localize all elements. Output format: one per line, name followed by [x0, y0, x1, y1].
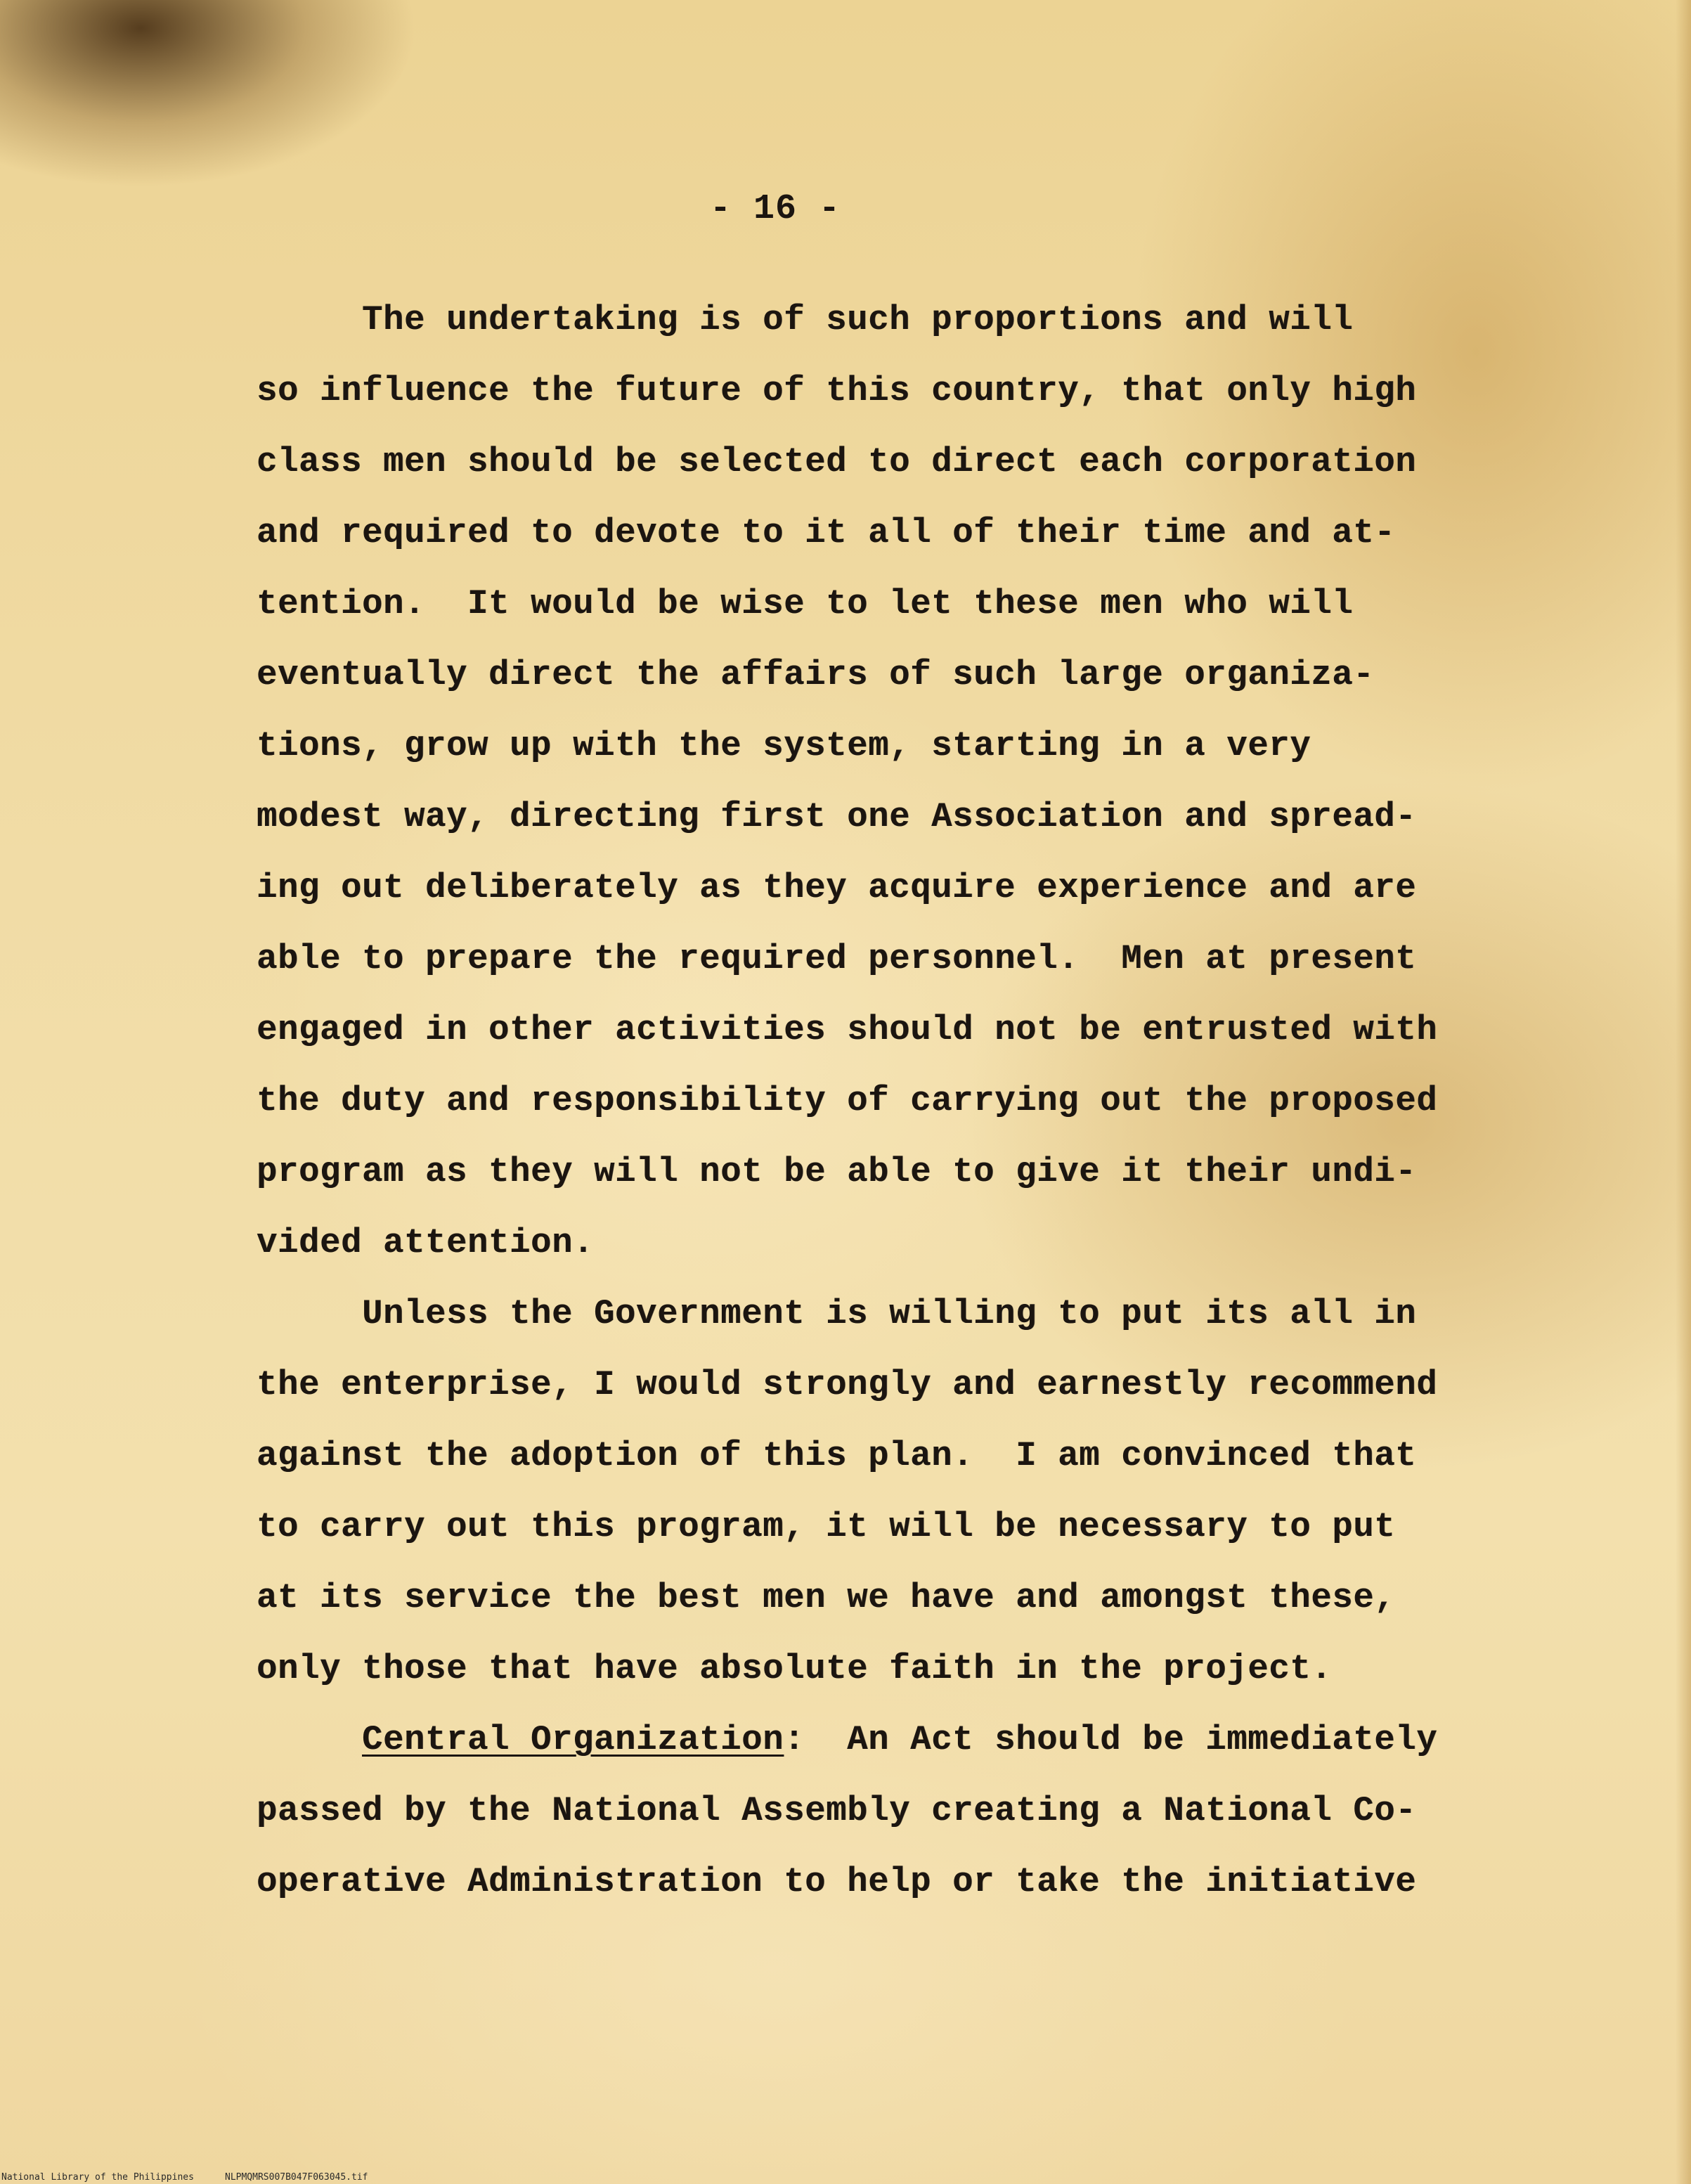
text-line: only those that have absolute faith in the project.: [257, 1649, 1333, 1688]
text-line: eventually direct the affairs of such large organiza-: [257, 655, 1375, 694]
page-number: - 16 -: [710, 189, 841, 229]
footer-library-name: National Library of the Philippines: [1, 2172, 194, 2183]
text-line-section-heading: [257, 1715, 1465, 1786]
text-line: operative Administration to help or take the initiative: [257, 1862, 1417, 1901]
text-line: tions, grow up with the system, starting in a very: [257, 726, 1311, 765]
text-line: passed by the National Assembly creating a National Co-: [257, 1791, 1417, 1830]
section-heading: Central Organization: [362, 1720, 784, 1759]
text-line: to carry out this program, it will be necessary to put: [257, 1507, 1396, 1546]
text-line: vided attention.: [257, 1223, 595, 1262]
text-line: so influence the future of this country, that only high: [257, 371, 1417, 411]
text-line: tention. It would be wise to let these men who will: [257, 584, 1354, 623]
text-line: class men should be selected to direct each corporation: [257, 442, 1417, 482]
text-line: engaged in other activities should not be entrusted with: [257, 1010, 1438, 1049]
section-heading-suffix: : An Act should be immediately: [784, 1720, 1438, 1759]
footer-file-id: NLPMQMRS007B047F063045.tif: [225, 2172, 368, 2183]
text-line: and required to devote to it all of their time and at-: [257, 513, 1396, 553]
text-line: the duty and responsibility of carrying out the proposed: [257, 1081, 1438, 1120]
page-edge-shadow: [1676, 0, 1691, 2184]
text-line: Unless the Government is willing to put its all in: [362, 1294, 1417, 1333]
text-line: against the adoption of this plan. I am convinced that: [257, 1436, 1417, 1475]
text-line: program as they will not be able to give it their undi-: [257, 1152, 1417, 1191]
text-line: the enterprise, I would strongly and earnestly recommend: [257, 1365, 1438, 1404]
text-line: The undertaking is of such proportions and will: [362, 300, 1354, 340]
text-line: at its service the best men we have and amongst these,: [257, 1578, 1396, 1617]
document-body: [257, 295, 1465, 1928]
text-line: ing out deliberately as they acquire experience and are: [257, 868, 1417, 907]
text-line: able to prepare the required personnel. Men at present: [257, 939, 1417, 978]
text-line: modest way, directing first one Association and spread-: [257, 797, 1417, 836]
